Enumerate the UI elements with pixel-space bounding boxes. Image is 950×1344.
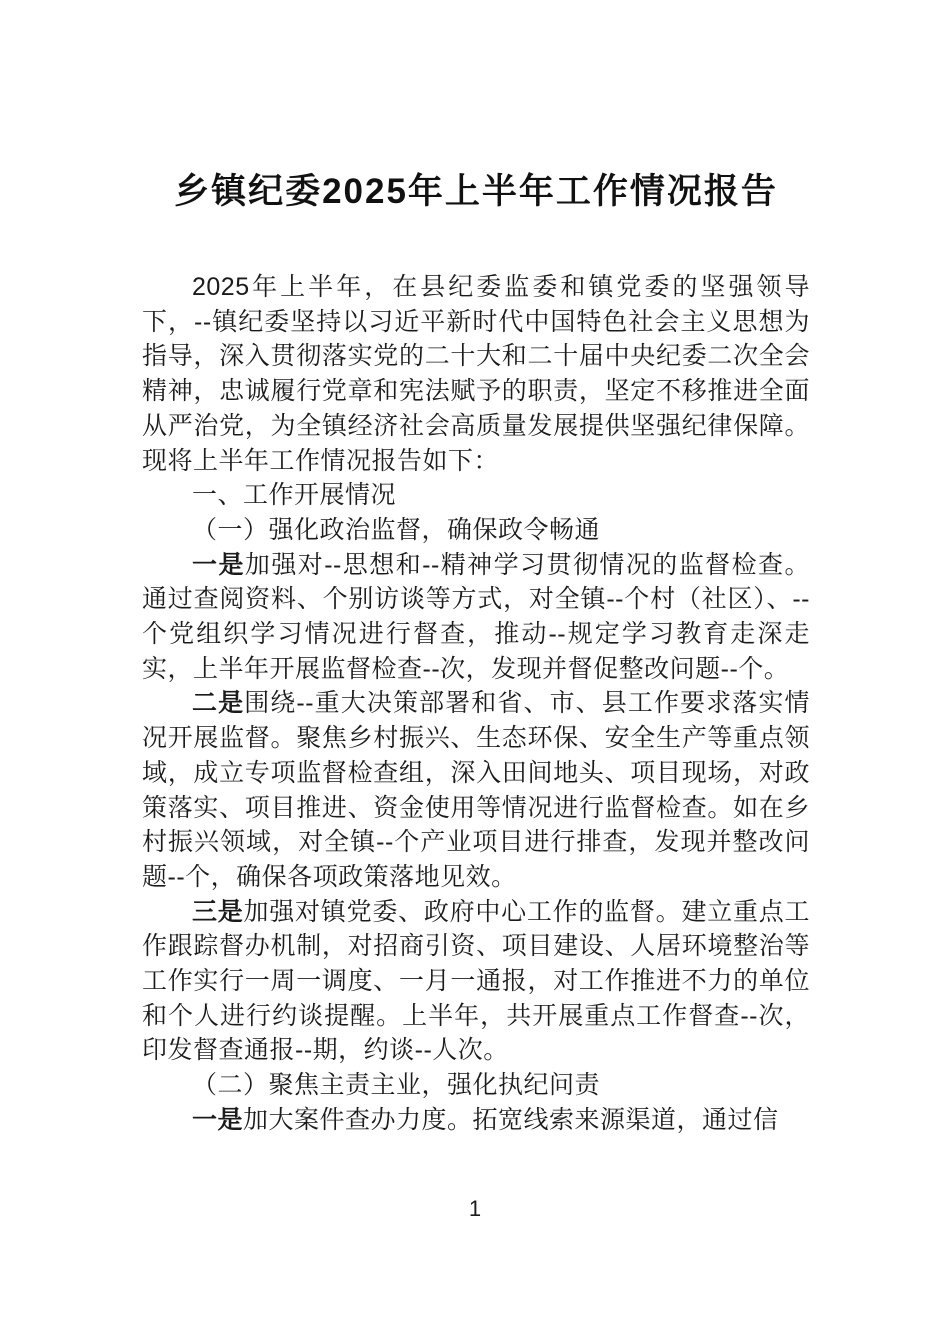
bold-run: 三是 [192, 897, 244, 926]
text-run: （一）强化政治监督，确保政令畅通 [192, 515, 601, 544]
subsection-heading-1 [142, 513, 810, 548]
item-paragraph-3 [142, 895, 810, 1069]
text-run: 加强对--思想和--精神学习贯彻情况的监督检查。通过查阅资料、个别访谈等方式，对全镇--个村（社区）、--个党组织学习情况进行督查，推动--规定学习教育走深走实，上半年开展监督检查--次，发现并督促整改问题--个。 [142, 550, 810, 683]
bold-run: 二是 [192, 689, 245, 718]
item-paragraph-1 [142, 548, 810, 687]
document-title: 乡镇纪委2025年上半年工作情况报告 [174, 172, 778, 211]
text-run: 围绕--重大决策部署和省、市、县工作要求落实情况开展监督。聚焦乡村振兴、生态环保、安全生产等重点领域，成立专项监督检查组，深入田间地头、项目现场，对政策落实、项目推进、资金使用等情况进行监督检查。如在乡村振兴领域，对全镇--个产业项目进行排查，发现并整改问题--个，确保各项政策落地见效。 [142, 689, 810, 891]
item-paragraph-4 [142, 1103, 810, 1138]
bold-run: 一是 [192, 550, 245, 579]
text-run: 2025年上半年，在县纪委监委和镇党委的坚强领导下，--镇纪委坚持以习近平新时代中国特色社会主义思想为指导，深入贯彻落实党的二十大和二十届中央纪委二次全会精神，忠诚履行党章和宪法赋予的职责，坚定不移推进全面从严治党，为全镇经济社会高质量发展提供坚强纪律保障。现将上半年工作情况报告如下： [142, 273, 810, 475]
bold-run: 一是 [192, 1105, 244, 1134]
subsection-heading-2 [142, 1068, 810, 1103]
document-body [142, 270, 810, 1138]
text-run: 加强对镇党委、政府中心工作的监督。建立重点工作跟踪督办机制，对招商引资、项目建设、人居环境整治等工作实行一周一调度、一月一通报，对工作推进不力的单位和个人进行约谈提醒。上半年，共开展重点工作督查--次，印发督查通报--期，约谈--人次。 [142, 897, 810, 1065]
page-number: 1 [468, 1196, 482, 1221]
intro-paragraph [142, 270, 810, 478]
text-run: 一、工作开展情况 [192, 481, 397, 510]
text-run: （二）聚焦主责主业，强化执纪问责 [192, 1071, 601, 1100]
item-paragraph-2 [142, 686, 810, 894]
section-heading-1 [142, 478, 810, 513]
text-run: 加大案件查办力度。拓宽线索来源渠道，通过信 [243, 1105, 779, 1134]
